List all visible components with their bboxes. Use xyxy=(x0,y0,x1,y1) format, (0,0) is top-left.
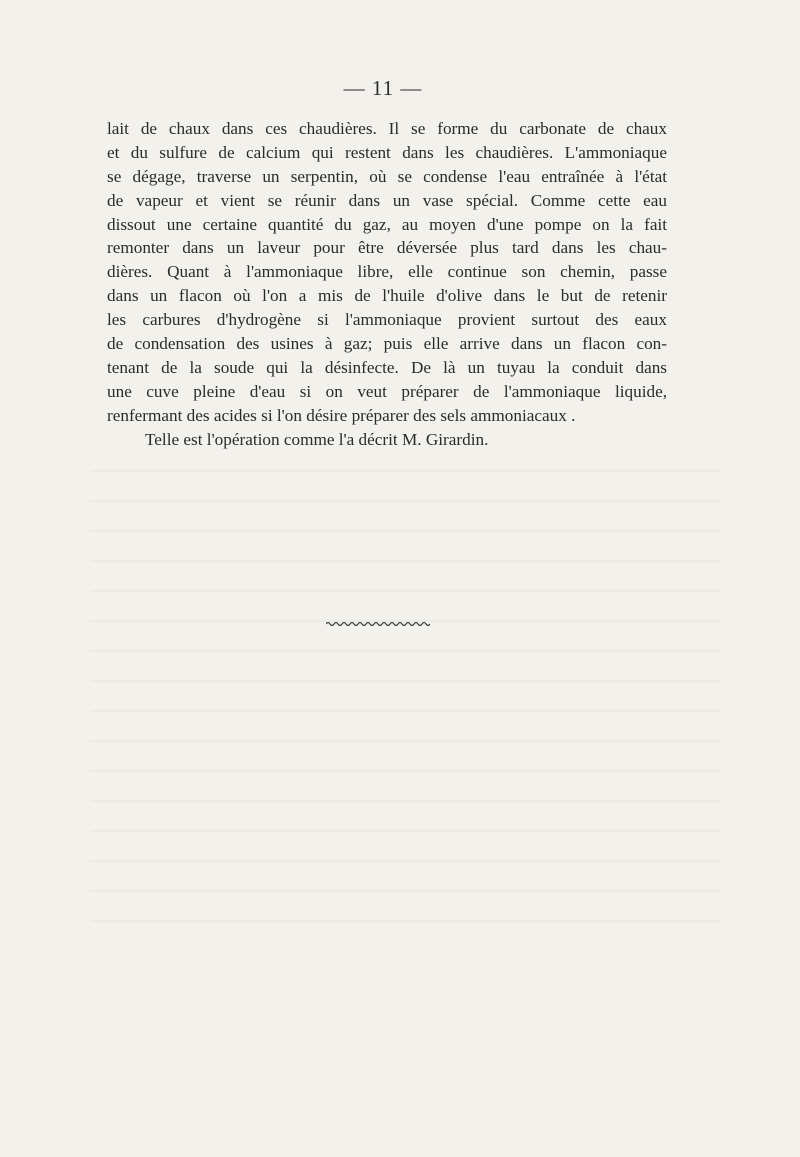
show-through-texture xyxy=(90,470,720,950)
text-line: une cuve pleine d'eau si on veut préparer de l'ammoniaque liquide, xyxy=(107,381,667,401)
text-line: renfermant des acides si l'on désire préparer des sels ammoniacaux . xyxy=(107,405,576,425)
text-line: et du sulfure de calcium qui restent dans les chaudières. L'ammoniaque xyxy=(107,142,667,162)
text-line: les carbures d'hydrogène si l'ammoniaque provient surtout des eaux xyxy=(107,310,667,330)
text-line: dans un flacon où l'on a mis de l'huile d'olive dans le but de retenir xyxy=(107,286,667,306)
page-number: — 11 — xyxy=(343,76,423,100)
text-line: tenant de la soude qui la désinfecte. De là un tuyau la conduit dans xyxy=(107,357,667,377)
text-line: dières. Quant à l'ammoniaque libre, elle continue son chemin, passe xyxy=(107,262,667,282)
text-line: de condensation des usines à gaz; puis elle arrive dans un flacon con- xyxy=(107,334,667,354)
text-line: lait de chaux dans ces chaudières. Il se forme du carbonate de chaux xyxy=(107,119,667,138)
text-line: de vapeur et vient se réunir dans un vase spécial. Comme cette eau xyxy=(107,190,667,210)
wavy-rule-ornament xyxy=(326,620,430,628)
body-paragraph xyxy=(107,117,667,451)
text-line: Telle est l'opération comme l'a décrit M. Girardin. xyxy=(145,429,489,449)
text-line: remonter dans un laveur pour être déversée plus tard dans les chau- xyxy=(107,238,667,258)
text-line: se dégage, traverse un serpentin, où se condense l'eau entraînée à l'état xyxy=(107,166,667,186)
text-line: dissout une certaine quantité du gaz, au moyen d'une pompe on la fait xyxy=(107,214,667,234)
